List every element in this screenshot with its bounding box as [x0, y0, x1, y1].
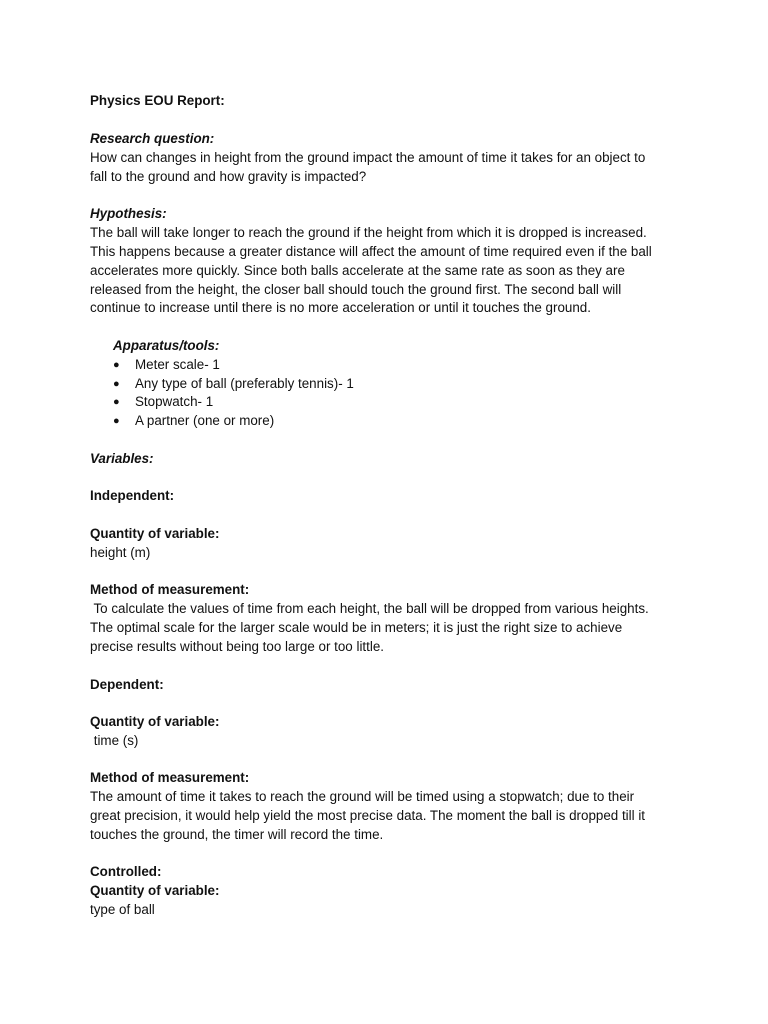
list-item-text: Meter scale- 1 [135, 357, 220, 372]
controlled-heading: Controlled: [90, 864, 162, 879]
independent-method-line: To calculate the values of time from each height, the ball will be dropped from various heights. [90, 601, 649, 616]
hypothesis-line: This happens because a greater distance will affect the amount of time required even if the ball [90, 244, 652, 259]
independent-quantity: height (m) [90, 545, 151, 560]
controlled-quantity-heading: Quantity of variable: [90, 883, 220, 898]
dependent-quantity: time (s) [90, 733, 139, 748]
hypothesis-heading: Hypothesis: [90, 206, 167, 221]
bullet-icon: ● [113, 359, 120, 371]
dependent-method-line: The amount of time it takes to reach the ground will be timed using a stopwatch; due to their [90, 789, 635, 804]
hypothesis-line: accelerates more quickly. Since both balls accelerate at the same rate as soon as they are [90, 263, 625, 278]
apparatus-heading: Apparatus/tools: [113, 338, 220, 353]
bullet-icon: ● [113, 378, 120, 390]
list-item-text: Stopwatch- 1 [135, 394, 214, 409]
independent-method-heading: Method of measurement: [90, 582, 250, 597]
hypothesis-line: The ball will take longer to reach the ground if the height from which it is dropped is increased. [90, 225, 647, 240]
dependent-method-line: touches the ground, the timer will record the time. [90, 827, 384, 842]
report-title: Physics EOU Report: [90, 93, 225, 108]
independent-quantity-heading: Quantity of variable: [90, 526, 220, 541]
independent-heading: Independent: [90, 488, 175, 503]
research-question-line: How can changes in height from the ground impact the amount of time it takes for an object to [90, 150, 646, 165]
bullet-icon: ● [113, 415, 120, 427]
controlled-quantity: type of ball [90, 902, 155, 917]
list-item-text: Any type of ball (preferably tennis)- 1 [135, 376, 354, 391]
hypothesis-line: continue to increase until there is no more acceleration or until it touches the ground. [90, 300, 591, 315]
independent-method-line: precise results without being too large or too little. [90, 639, 385, 654]
variables-heading: Variables: [90, 451, 154, 466]
bullet-icon: ● [113, 396, 120, 408]
dependent-heading: Dependent: [90, 677, 164, 692]
hypothesis-line: released from the height, the closer ball should touch the ground first. The second ball will [90, 282, 622, 297]
dependent-method-heading: Method of measurement: [90, 770, 250, 785]
dependent-method-line: great precision, it would help yield the most precise data. The moment the ball is dropped till it [90, 808, 646, 823]
research-question-line: fall to the ground and how gravity is impacted? [90, 169, 367, 184]
dependent-quantity-heading: Quantity of variable: [90, 714, 220, 729]
independent-method-line: The optimal scale for the larger scale would be in meters; it is just the right size to achieve [90, 620, 623, 635]
research-question-heading: Research question: [90, 131, 215, 146]
list-item-text: A partner (one or more) [135, 413, 275, 428]
